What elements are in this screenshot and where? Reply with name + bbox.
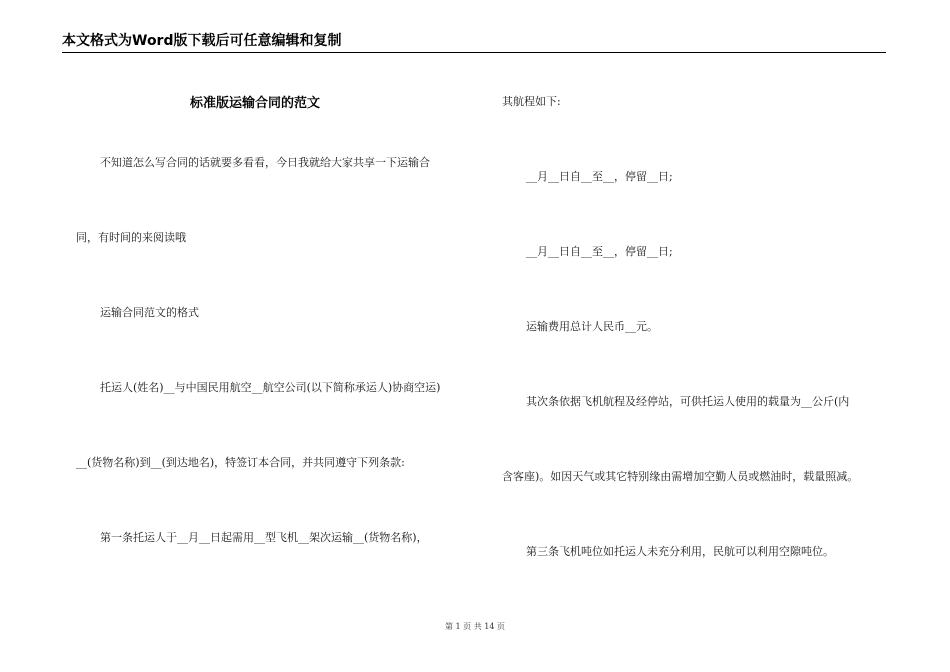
page-footer: 第 1 页 共 14 页 xyxy=(445,622,505,631)
right-line-7: 第三条飞机吨位如托运人未充分利用，民航可以利用空隙吨位。 xyxy=(526,545,834,558)
header-rule xyxy=(62,52,886,53)
right-line-3: __月__日自__至__，停留__日; xyxy=(526,245,673,258)
left-line-1: 不知道怎么写合同的话就要多看看，今日我就给大家共享一下运输合 xyxy=(100,156,430,169)
page-header: 本文格式为Word版下载后可任意编辑和复制 xyxy=(62,33,342,49)
left-line-3: 运输合同范文的格式 xyxy=(100,306,199,319)
right-line-4: 运输费用总计人民币__元。 xyxy=(526,320,658,333)
right-line-6: 含客座)。如因天气或其它特别缘由需增加空勤人员或燃油时，载量照减。 xyxy=(502,470,859,483)
left-line-5: __(货物名称)到__(到达地名)，特签订本合同，并共同遵守下列条款: xyxy=(76,456,405,469)
left-line-2: 同，有时间的来阅读哦 xyxy=(76,231,186,244)
right-line-1: 其航程如下: xyxy=(502,95,561,108)
right-line-2: __月__日自__至__，停留__日; xyxy=(526,170,673,183)
left-line-6: 第一条托运人于__月__日起需用__型飞机__架次运输__(货物名称)， xyxy=(100,531,428,544)
document-title: 标准版运输合同的范文 xyxy=(190,96,321,111)
left-line-4: 托运人(姓名)__与中国民用航空__航空公司(以下简称承运人)协商空运) xyxy=(100,381,441,394)
right-line-5: 其次条依据飞机航程及经停站，可供托运人使用的载量为__公斤(内 xyxy=(526,395,850,408)
